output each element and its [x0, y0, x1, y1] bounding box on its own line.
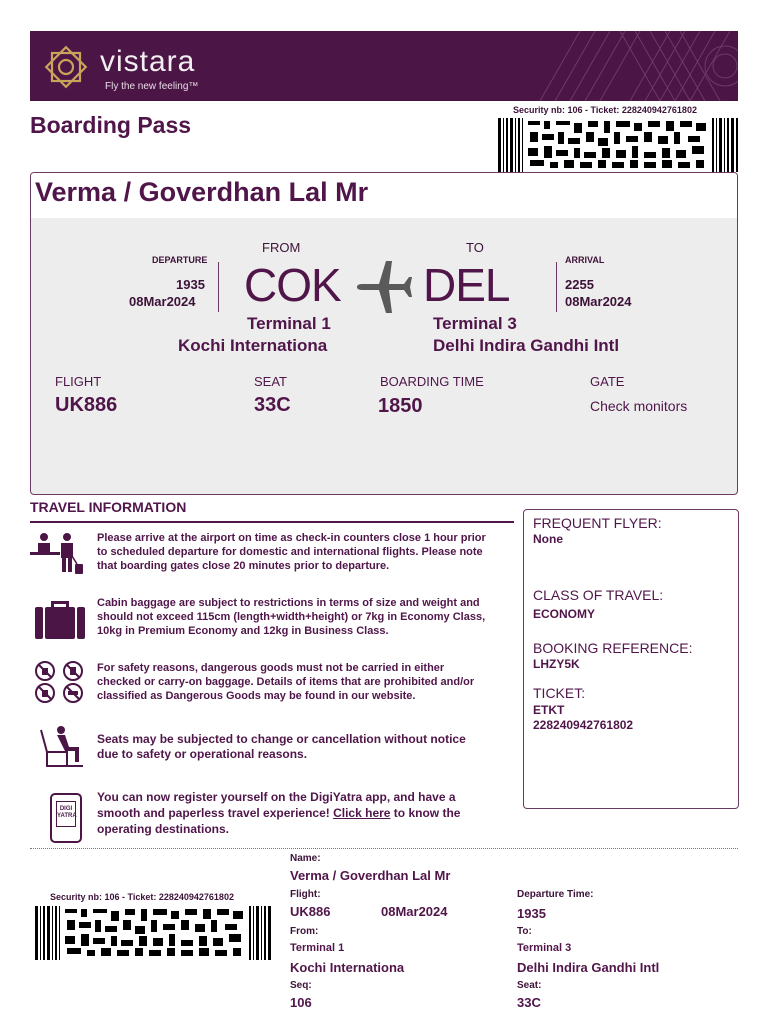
- stub-from-airport: Kochi Internationa: [290, 960, 405, 975]
- stub-flight: UK886: [290, 904, 331, 919]
- stub-seat-label: Seat:: [517, 980, 542, 991]
- banner-pattern: [520, 31, 738, 101]
- from-label: FROM: [262, 240, 301, 255]
- stub-departure-time: 1935: [517, 906, 546, 921]
- from-airport: Kochi Internationa: [178, 336, 328, 355]
- boarding-time: 1850: [378, 395, 423, 417]
- checkin-counter-icon: [30, 532, 90, 578]
- stub-from-label: From:: [290, 926, 319, 937]
- stub-name-label: Name:: [290, 853, 321, 864]
- ticket-label: TICKET:: [533, 685, 586, 701]
- travel-info-checkin-text: Please arrive at the airport on time as check-in counters close 1 hour prior to scheduled departure for domestic and international flights. Please note that boarding gates close 20 minutes prior to departure.: [97, 532, 486, 572]
- tagline: Fly the new feeling™: [105, 81, 199, 92]
- gate-label: GATE: [590, 374, 625, 389]
- departure-label: DEPARTURE: [152, 255, 208, 265]
- travel-info-digiyatra-text: You can now register yourself on the DigiYatra app, and have a smooth and paperless travel experience! Click here to know the operating destinations.: [97, 790, 461, 836]
- stub-name: Verma / Goverdhan Lal Mr: [290, 868, 451, 883]
- stub-to-label: To:: [517, 926, 532, 937]
- travel-info-rule: [30, 521, 514, 523]
- arrival-label: ARRIVAL: [565, 255, 605, 265]
- arrival-time: 2255: [565, 277, 594, 292]
- dangerous-goods-icon: [33, 660, 87, 704]
- boarding-card: [30, 172, 738, 495]
- seat-number: 33C: [254, 394, 291, 416]
- stub-security-ticket-number: Security nb: 106 - Ticket: 228240942761802: [50, 892, 234, 902]
- stub-flight-label: Flight:: [290, 889, 321, 900]
- brand-name: vistara: [100, 45, 196, 78]
- stub-to-terminal: Terminal 3: [517, 942, 572, 954]
- to-airport: Delhi Indira Gandhi Intl: [433, 336, 620, 355]
- booking-reference-label: BOOKING REFERENCE:: [533, 640, 693, 656]
- departure-time: 1935: [176, 277, 205, 292]
- name-strip: [31, 173, 737, 218]
- gate-value: Check monitors: [590, 398, 688, 414]
- to-label: TO: [466, 240, 484, 255]
- departure-divider: [218, 262, 219, 312]
- header-banner: [30, 31, 738, 101]
- seat-passenger-icon: [37, 724, 87, 768]
- vistara-logo-icon: [38, 39, 94, 95]
- digiyatra-phone-icon: [50, 793, 82, 843]
- frequent-flyer-value: None: [533, 532, 563, 546]
- departure-date: 08Mar2024: [129, 294, 196, 309]
- to-terminal: Terminal 3: [433, 314, 517, 333]
- digiyatra-phone-text: DIGI YATRA: [56, 801, 76, 827]
- passenger-name: Verma / Goverdhan Lal Mr: [35, 177, 369, 207]
- flight-label: FLIGHT: [55, 374, 102, 389]
- stub-seat: 33C: [517, 995, 541, 1010]
- travel-info-dangerous-goods-text: For safety reasons, dangerous goods must not be carried in either checked or carry-on baggage. Details of items that are prohibited and/or classified as Dangerous Goods may be found in our website.: [97, 662, 475, 702]
- stub-from-terminal: Terminal 1: [290, 942, 345, 954]
- booking-reference-value: LHZY5K: [533, 657, 580, 671]
- arrival-date: 08Mar2024: [565, 294, 632, 309]
- seat-label: SEAT: [254, 374, 287, 389]
- class-of-travel-label: CLASS OF TRAVEL:: [533, 587, 664, 603]
- travel-info-seats-text: Seats may be subjected to change or cancellation without notice due to safety or operational reasons.: [97, 732, 466, 761]
- travel-info-baggage-text: Cabin baggage are subject to restrictions in terms of size and weight and should not exceed 115cm (length+width+height) or 7kg in Economy Class, 10kg in Premium Economy and 12kg in Business Class.: [97, 597, 486, 637]
- to-code: DEL: [423, 259, 510, 311]
- flight-number: UK886: [55, 394, 118, 416]
- from-terminal: Terminal 1: [247, 314, 331, 333]
- security-ticket-number: Security nb: 106 - Ticket: 228240942761802: [513, 105, 697, 115]
- ticket-number: 228240942761802: [533, 718, 634, 732]
- frequent-flyer-label: FREQUENT FLYER:: [533, 515, 662, 531]
- travel-info-heading: TRAVEL INFORMATION: [30, 499, 187, 515]
- suitcase-icon: [35, 597, 85, 639]
- stub-departure-time-label: Departure Time:: [517, 889, 594, 900]
- stub-seq: 106: [290, 995, 312, 1010]
- from-code: COK: [244, 259, 341, 311]
- stub-date: 08Mar2024: [381, 904, 448, 919]
- page-title: Boarding Pass: [30, 112, 192, 138]
- click-here-link[interactable]: Click here: [333, 806, 391, 820]
- tear-line: [30, 848, 738, 849]
- stub-seq-label: Seq:: [290, 980, 312, 991]
- stub-barcode: [35, 906, 275, 960]
- boarding-time-label: BOARDING TIME: [380, 374, 484, 389]
- arrival-divider: [556, 262, 557, 312]
- airplane-icon: [354, 257, 414, 317]
- top-barcode: [498, 118, 738, 172]
- ticket-type: ETKT: [533, 703, 565, 717]
- stub-to-airport: Delhi Indira Gandhi Intl: [517, 960, 660, 975]
- class-of-travel-value: ECONOMY: [533, 607, 596, 621]
- passenger-info-box: [523, 509, 739, 809]
